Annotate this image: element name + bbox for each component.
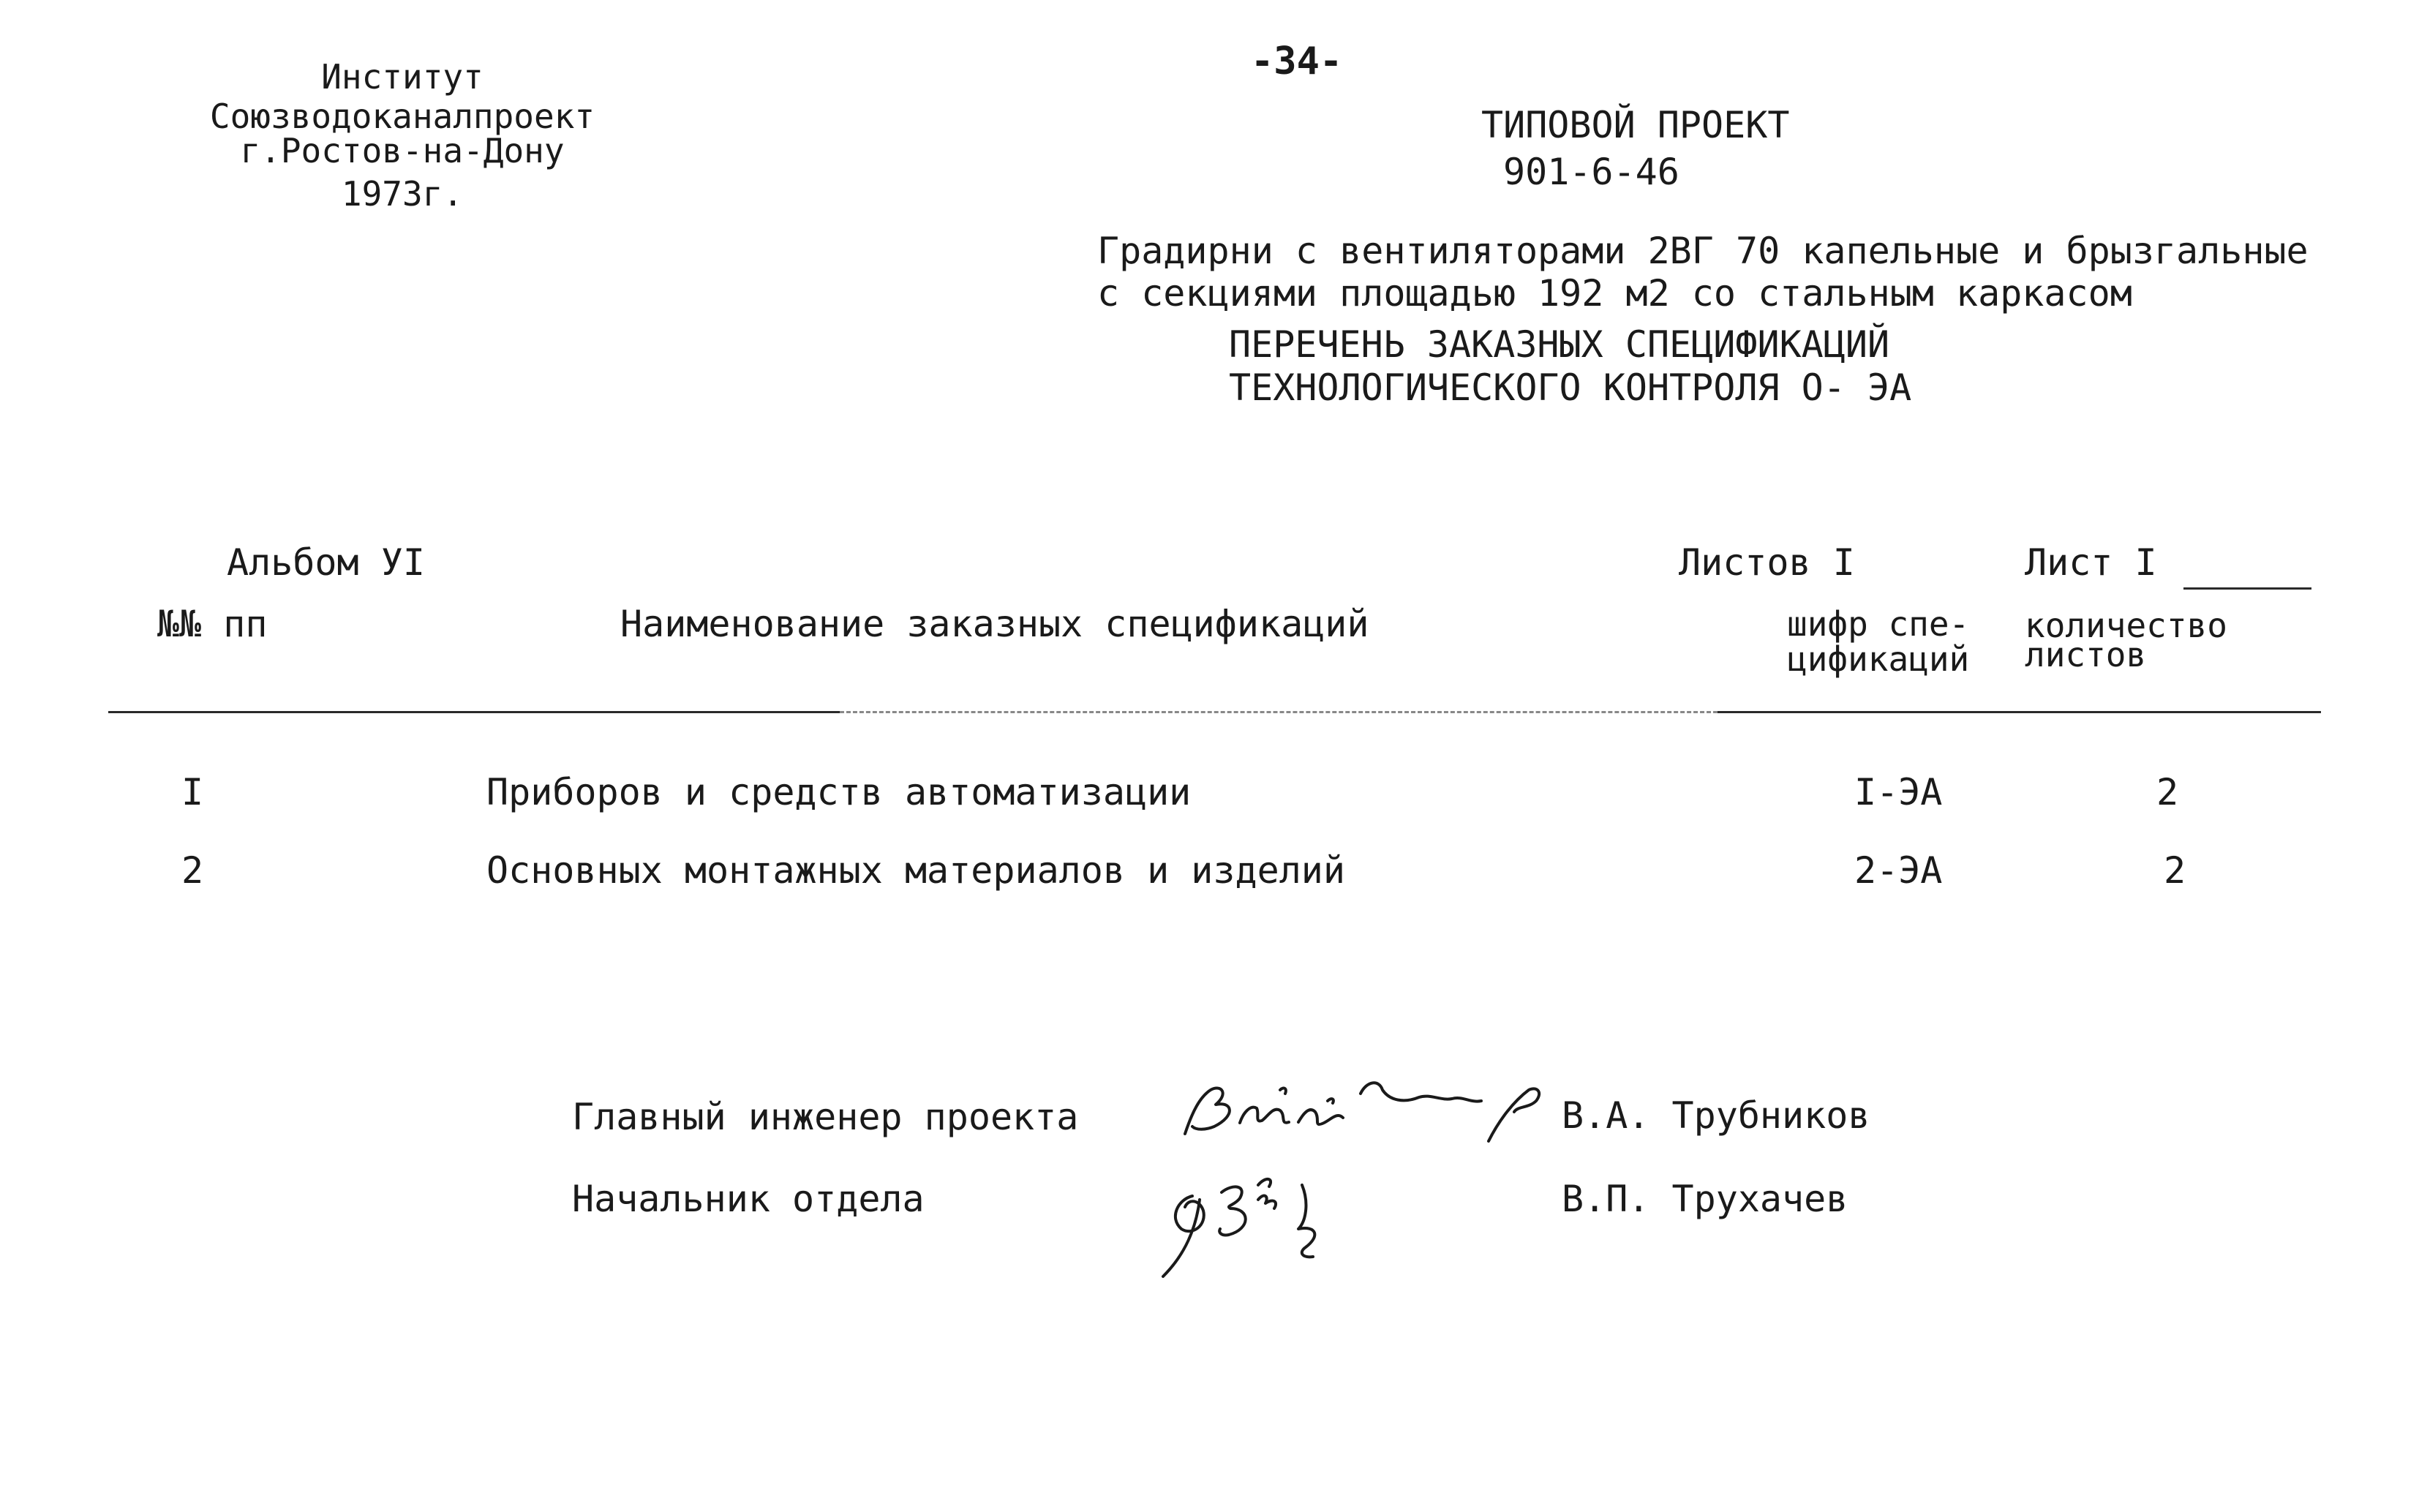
row-number: I <box>181 771 204 813</box>
header-count-line-1: количество <box>2025 606 2227 645</box>
row-count: 2 <box>2156 771 2179 813</box>
document-title-line-1: ПЕРЕЧЕНЬ ЗАКАЗНЫХ СПЕЦИФИКАЦИЙ <box>1229 323 1890 366</box>
sheets-total: Листов I <box>1679 541 1855 584</box>
header-divider <box>108 711 840 713</box>
header-code-line-2: цификаций <box>1787 639 1970 679</box>
header-name: Наименование заказных спецификаций <box>620 603 1369 645</box>
sheet-number: Лист I <box>2025 541 2157 584</box>
institute-line-3: г.Ростов-на-Дону <box>240 131 565 170</box>
header-number: №№ пп <box>157 603 268 645</box>
row-name: Основных монтажных материалов и изделий <box>486 849 1345 892</box>
header-divider-middle <box>840 711 1718 713</box>
institute-line-4: 1973г. <box>341 174 464 214</box>
signatory-role-1: Главный инженер проекта <box>572 1096 1079 1138</box>
handwritten-signature-2 <box>1148 1156 1382 1280</box>
header-count-line-2: листов <box>2025 635 2147 674</box>
signatory-name-2: В.П. Трухачев <box>1562 1178 1848 1220</box>
row-code: I-ЭА <box>1854 771 1943 813</box>
description-line-2: с секциями площадью 192 м2 со стальным каркасом <box>1097 272 2132 315</box>
row-number: 2 <box>181 849 204 892</box>
header-code-line-1: шифр спе- <box>1787 604 1970 644</box>
header-divider-right <box>1718 711 2321 713</box>
institute-line-2: Союзводоканалпроект <box>209 97 595 136</box>
row-code: 2-ЭА <box>1854 849 1943 892</box>
signatory-role-2: Начальник отдела <box>572 1178 925 1220</box>
row-name: Приборов и средств автоматизации <box>486 771 1192 813</box>
signatory-name-1: В.А. Трубников <box>1562 1094 1870 1137</box>
page-number: -34- <box>1251 40 1343 83</box>
project-label: ТИПОВОЙ ПРОЕКТ <box>1481 104 1790 146</box>
sheet-underline <box>2183 587 2311 590</box>
description-line-1: Градирни с вентиляторами 2ВГ 70 капельные и брызгальные <box>1097 230 2309 272</box>
institute-line-1: Институт <box>321 57 484 97</box>
row-count: 2 <box>2164 849 2186 892</box>
handwritten-signature-1 <box>1170 1061 1565 1156</box>
document-title-line-2: ТЕХНОЛОГИЧЕСКОГО КОНТРОЛЯ О- ЭА <box>1229 366 1912 409</box>
album-label: Альбом УI <box>227 541 425 584</box>
project-number: 901-6-46 <box>1503 151 1679 193</box>
